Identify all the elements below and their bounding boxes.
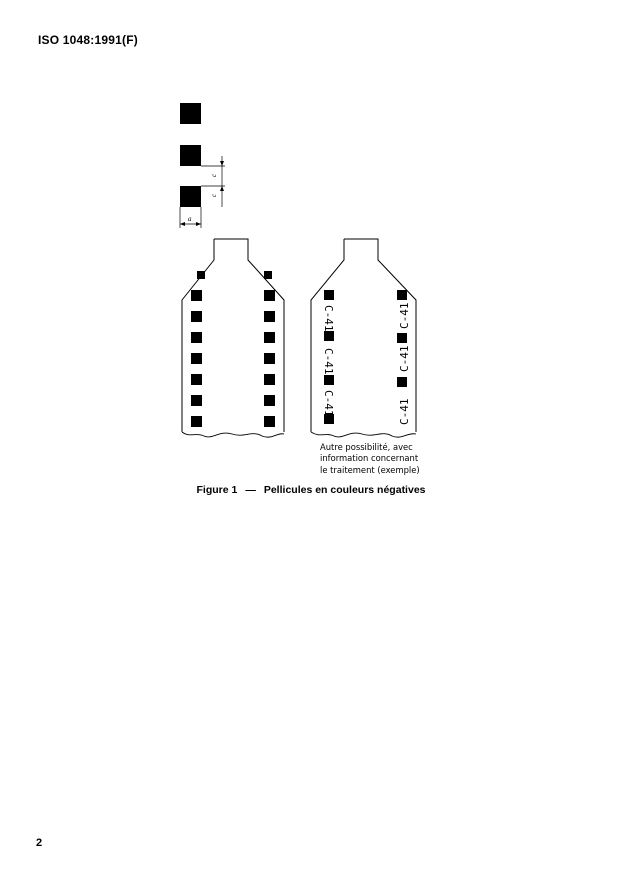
- processing-code-text: C-41: [322, 305, 335, 332]
- perforation-sample: [180, 103, 201, 124]
- figure-caption: [0, 484, 622, 496]
- processing-code-text: C-41: [398, 302, 411, 329]
- processing-code-column-right: [398, 303, 411, 426]
- perforation-detail: [180, 103, 225, 228]
- dimension-label-c: c: [210, 173, 218, 177]
- film-strip-alternative-perforations: [324, 290, 407, 424]
- processing-code-text: C-41: [322, 390, 335, 417]
- page-number: 2: [36, 837, 43, 849]
- caption-separator: —: [245, 484, 256, 496]
- perforation-sample: [180, 186, 201, 207]
- dimension-label-c: c: [210, 193, 218, 197]
- alternative-note-line: le traitement (exemple): [320, 464, 420, 475]
- figure-title: Pellicules en couleurs négatives: [263, 484, 426, 496]
- film-strip-standard-perforations: [191, 271, 275, 427]
- processing-code-text: C-41: [398, 398, 411, 425]
- processing-code-text: C-41: [398, 345, 411, 372]
- perforation-sample: [180, 145, 201, 166]
- alternative-note-line: information concernant: [320, 453, 419, 464]
- dimension-label-a: a: [188, 215, 192, 223]
- alternative-note-line: Autre possibilité, avec: [320, 442, 413, 452]
- document-header: ISO 1048:1991(F): [38, 33, 138, 47]
- alternative-note: [320, 442, 420, 476]
- processing-code-text: C-41: [322, 348, 335, 375]
- figure-number: Figure 1: [196, 484, 238, 496]
- processing-code-column-left: [322, 305, 335, 417]
